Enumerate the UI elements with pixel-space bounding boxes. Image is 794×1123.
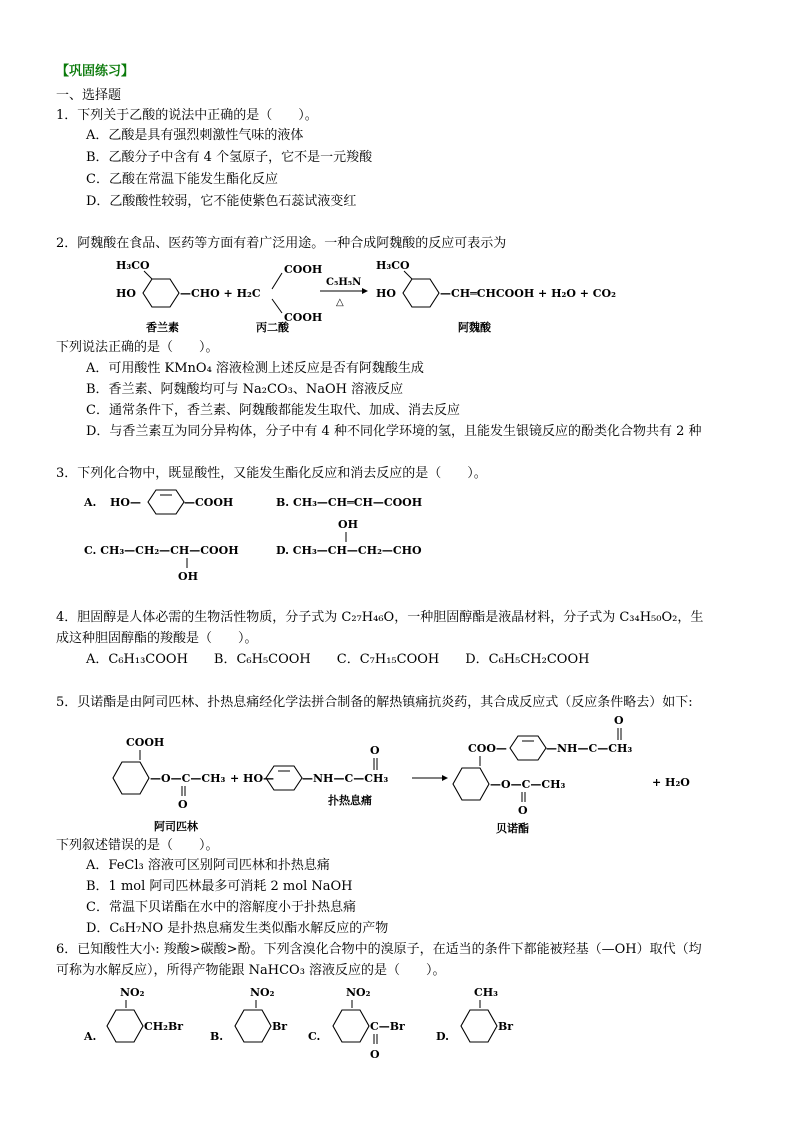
benzene-ring-icon	[113, 762, 149, 794]
q3-b-oh: OH	[338, 518, 358, 531]
q3-c-text: C. CH₃—CH₂—CH—COOH	[84, 544, 239, 557]
q6-options-figure	[80, 982, 540, 1064]
q6-a-label: A.	[84, 1030, 97, 1043]
q2-heat: △	[336, 297, 344, 308]
q5-aspirin-ester: —O—C—CH₃	[150, 772, 226, 785]
q3-a-right: —COOH	[184, 496, 234, 509]
section-title: 一、选择题	[56, 88, 122, 103]
q2-product-ho: HO	[376, 287, 396, 300]
q6-b-br: Br	[272, 1020, 288, 1033]
q2-ho: HO	[116, 287, 136, 300]
q6-b-label: B.	[210, 1030, 224, 1043]
q1-option-a: A．乙酸是具有强烈刺激性气味的液体	[86, 128, 304, 143]
q5-benorilate-ester: —O—C—CH₃	[490, 778, 566, 791]
q3-b-text: B. CH₃—CH═CH—COOH	[276, 496, 423, 509]
q1-option-d: D．乙酸酸性较弱，它不能使紫色石蕊试液变红	[86, 194, 357, 209]
q5-benorilate-coo: COO—	[468, 742, 507, 755]
q2-option-b: B．香兰素、阿魏酸均可与 Na₂CO₃、NaOH 溶液反应	[86, 382, 404, 397]
q2-label-vanillin: 香兰素	[146, 321, 179, 334]
benzene-ring-icon	[143, 279, 179, 307]
q2-label-malonic: 丙二酸	[256, 321, 289, 334]
q5-paracetamol-amide: —NH—C—CH₃	[302, 772, 389, 785]
q1-stem: 1．下列关于乙酸的说法中正确的是（ ）。	[56, 108, 318, 123]
q5-benorilate-o: O	[518, 804, 528, 817]
q5-benorilate-o-top: O	[614, 714, 624, 727]
q5-option-b: B．1 mol 阿司匹林最多可消耗 2 mol NaOH	[86, 879, 353, 894]
q4-line1: 4．胆固醇是人体必需的生物活性物质，分子式为 C₂₇H₄₆O，一种胆固醇酯是液晶材料，分子式为 C₃₄H₅₀O₂，生	[56, 610, 704, 625]
q5-option-c: C．常温下贝诺酯在水中的溶解度小于扑热息痛	[86, 900, 356, 915]
q6-d-label: D.	[436, 1030, 449, 1043]
benzene-ring-icon	[510, 736, 546, 760]
q2-reaction-figure	[100, 255, 640, 337]
q2-h3co: H₃CO	[116, 259, 150, 272]
q5-paracetamol-o: O	[370, 744, 380, 757]
q6-b-no2: NO₂	[250, 986, 275, 999]
q5-question: 下列叙述错误的是（ ）。	[56, 838, 219, 853]
cyclohexane-ring-icon	[461, 1010, 497, 1042]
q5-label-benorilate: 贝诺酯	[496, 822, 529, 835]
benzene-ring-icon	[107, 1010, 143, 1042]
q5-plus-ho: + HO—	[230, 772, 275, 785]
q2-catalyst: C₅H₅N	[326, 277, 362, 288]
q6-c-cbr: C—Br	[370, 1020, 405, 1033]
q2-cooh-bottom: COOH	[284, 311, 323, 324]
q6-c-label: C.	[308, 1030, 321, 1043]
q5-aspirin-o: O	[178, 798, 188, 811]
q6-a-no2: NO₂	[120, 986, 145, 999]
benzene-ring-icon	[453, 768, 489, 800]
q6-d-ch3: CH₃	[474, 986, 498, 999]
section-header: 【巩固练习】	[56, 64, 135, 79]
q2-label-ferulic: 阿魏酸	[458, 321, 491, 334]
q3-stem: 3．下列化合物中，既显酸性，又能发生酯化反应和消去反应的是（ ）。	[56, 466, 487, 481]
q2-option-c: C．通常条件下，香兰素、阿魏酸都能发生取代、加成、消去反应	[86, 403, 460, 418]
q2-question: 下列说法正确的是（ ）。	[56, 340, 219, 355]
q5-option-a: A．FeCl₃ 溶液可区别阿司匹林和扑热息痛	[86, 858, 330, 873]
q5-stem: 5．贝诺酯是由阿司匹林、扑热息痛经化学法拼合制备的解热镇痛抗炎药，其合成反应式（反应条件略去）如下:	[56, 695, 693, 710]
q2-product-tail: —CH═CHCOOH + H₂O + CO₂	[440, 287, 616, 300]
q2-cho-plus: —CHO + H₂C	[180, 287, 261, 300]
q2-stem: 2．阿魏酸在食品、医药等方面有着广泛用途。一种合成阿魏酸的反应可表示为	[56, 236, 507, 251]
q4-options: A．C₆H₁₃COOH B．C₆H₅COOH C．C₇H₁₅COOH D．C₆H₅CH₂COOH	[86, 652, 590, 667]
q6-line2: 可称为水解反应），所得产物能跟 NaHCO₃ 溶液反应的是（ ）。	[56, 963, 446, 978]
q5-label-paracetamol: 扑热息痛	[328, 794, 372, 807]
q2-option-a: A．可用酸性 KMnO₄ 溶液检测上述反应是否有阿魏酸生成	[86, 361, 424, 376]
q2-option-d: D．与香兰素互为同分异构体，分子中有 4 种不同化学环境的氢，且能发生银镜反应的酚类化合物共有 2 种	[86, 424, 702, 439]
arrow-icon	[442, 775, 448, 781]
q5-aspirin-cooh: COOH	[126, 736, 165, 749]
q5-benorilate-amide: —NH—C—CH₃	[546, 742, 633, 755]
q6-a-ch2br: CH₂Br	[144, 1020, 184, 1033]
q3-d-text: D. CH₃—CH—CH₂—CHO	[276, 544, 422, 557]
q6-c-o: O	[370, 1048, 380, 1061]
q3-a-left: HO—	[110, 496, 141, 509]
q5-option-d: D．C₆H₇NO 是扑热息痛发生类似酯水解反应的产物	[86, 921, 389, 936]
q3-a-label: A.	[84, 496, 97, 509]
q2-cooh-top: COOH	[284, 263, 323, 276]
q2-product-h3co: H₃CO	[376, 259, 410, 272]
benzene-ring-icon	[148, 490, 184, 514]
q3-c-oh: OH	[178, 570, 198, 583]
q6-d-br: Br	[498, 1020, 514, 1033]
benzene-ring-icon	[403, 279, 439, 307]
q6-line1: 6．已知酸性大小: 羧酸>碳酸>酚。下列含溴化合物中的溴原子，在适当的条件下都能被羟基（—OH）取代（均	[56, 942, 702, 957]
q1-option-c: C．乙酸在常温下能发生酯化反应	[86, 172, 278, 187]
q3-options-figure	[80, 486, 460, 586]
arrow-icon	[362, 288, 368, 294]
q5-plus-h2o: + H₂O	[652, 776, 690, 789]
q5-reaction-figure	[96, 712, 696, 836]
q1-option-b: B．乙酸分子中含有 4 个氢原子，它不是一元羧酸	[86, 150, 373, 165]
benzene-ring-icon	[235, 1010, 271, 1042]
q6-c-no2: NO₂	[346, 986, 371, 999]
q4-line2: 成这种胆固醇酯的羧酸是（ ）。	[56, 631, 258, 646]
q5-label-aspirin: 阿司匹林	[154, 820, 198, 833]
benzene-ring-icon	[333, 1010, 369, 1042]
